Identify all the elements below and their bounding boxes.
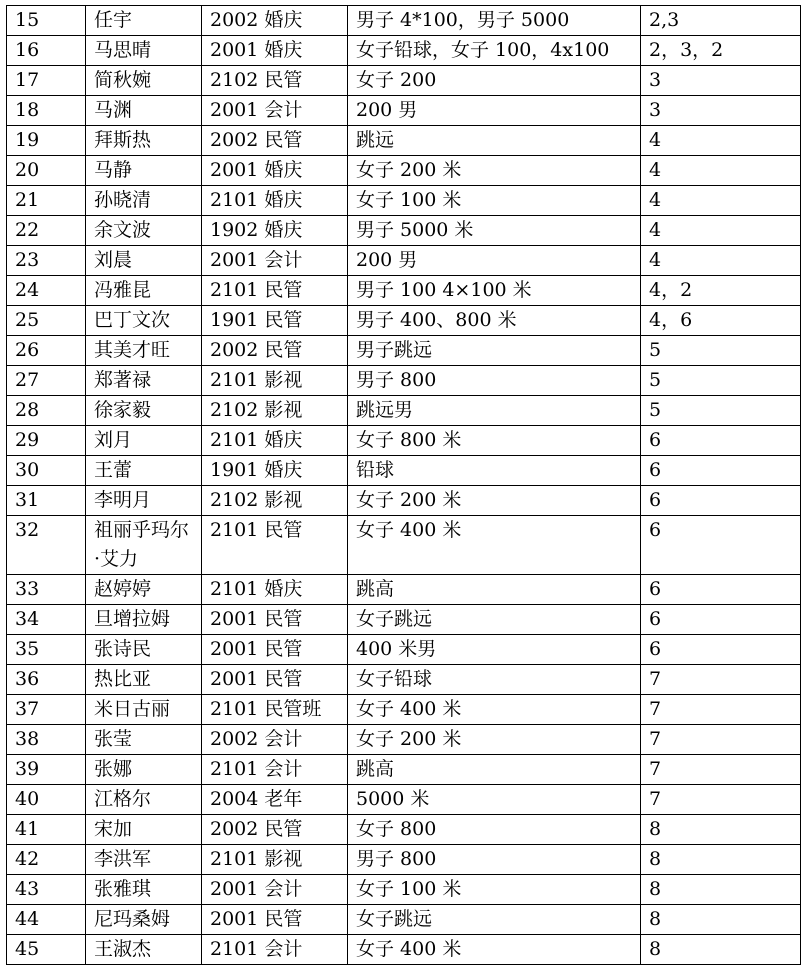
name-cell: 刘晨: [86, 246, 202, 276]
group-cell: 6: [641, 575, 801, 605]
table-row: [7, 785, 801, 815]
group-cell: 5: [641, 336, 801, 366]
row-number-cell: 22: [7, 216, 86, 246]
table-row: [7, 695, 801, 725]
row-number-cell: 29: [7, 426, 86, 456]
group-cell: 4，2: [641, 276, 801, 306]
name-cell: 王淑杰: [86, 935, 202, 965]
class-cell: 1901 民管: [202, 306, 348, 336]
name-cell: 孙晓清: [86, 186, 202, 216]
row-number-cell: 26: [7, 336, 86, 366]
event-cell: 女子 200 米: [348, 156, 641, 186]
table-row: [7, 36, 801, 66]
row-number-cell: 20: [7, 156, 86, 186]
name-cell: 张莹: [86, 725, 202, 755]
event-cell: 跳远: [348, 126, 641, 156]
table-body: [7, 6, 801, 965]
event-cell: 女子跳远: [348, 905, 641, 935]
name-cell: 简秋婉: [86, 66, 202, 96]
class-cell: 2004 老年: [202, 785, 348, 815]
group-cell: 4: [641, 126, 801, 156]
name-cell: 张诗民: [86, 635, 202, 665]
name-cell: 李洪军: [86, 845, 202, 875]
name-cell: 李明月: [86, 486, 202, 516]
group-cell: 7: [641, 755, 801, 785]
name-cell: 任宇: [86, 6, 202, 36]
event-cell: 200 男: [348, 246, 641, 276]
class-cell: 2102 影视: [202, 486, 348, 516]
row-number-cell: 24: [7, 276, 86, 306]
class-cell: 2001 婚庆: [202, 156, 348, 186]
group-cell: 4: [641, 156, 801, 186]
name-cell: 徐家毅: [86, 396, 202, 426]
name-cell: 刘月: [86, 426, 202, 456]
table-row: [7, 815, 801, 845]
table-row: [7, 845, 801, 875]
table-row: [7, 276, 801, 306]
class-cell: 2001 会计: [202, 96, 348, 126]
name-cell: 尼玛桑姆: [86, 905, 202, 935]
event-cell: 男子 400、800 米: [348, 306, 641, 336]
table-row: [7, 216, 801, 246]
table-row: [7, 905, 801, 935]
table-row: [7, 396, 801, 426]
table-row: [7, 456, 801, 486]
table-row: [7, 486, 801, 516]
table-row: [7, 66, 801, 96]
group-cell: 8: [641, 815, 801, 845]
class-cell: 2101 会计: [202, 755, 348, 785]
table-row: [7, 635, 801, 665]
name-cell: 余文波: [86, 216, 202, 246]
event-cell: 跳高: [348, 755, 641, 785]
class-cell: 2101 影视: [202, 845, 348, 875]
group-cell: 3: [641, 66, 801, 96]
class-cell: 2001 民管: [202, 665, 348, 695]
row-number-cell: 41: [7, 815, 86, 845]
row-number-cell: 31: [7, 486, 86, 516]
group-cell: 2,3: [641, 6, 801, 36]
class-cell: 2001 民管: [202, 905, 348, 935]
name-cell: 张雅琪: [86, 875, 202, 905]
event-cell: 女子 100 米: [348, 186, 641, 216]
event-cell: 铅球: [348, 456, 641, 486]
class-cell: 2101 婚庆: [202, 575, 348, 605]
name-cell: 马静: [86, 156, 202, 186]
table-row: [7, 366, 801, 396]
group-cell: 6: [641, 516, 801, 575]
group-cell: 6: [641, 426, 801, 456]
group-cell: 7: [641, 665, 801, 695]
table-row: [7, 575, 801, 605]
name-cell: 马渊: [86, 96, 202, 126]
group-cell: 8: [641, 875, 801, 905]
row-number-cell: 27: [7, 366, 86, 396]
row-number-cell: 32: [7, 516, 86, 575]
group-cell: 8: [641, 845, 801, 875]
class-cell: 2002 民管: [202, 815, 348, 845]
row-number-cell: 25: [7, 306, 86, 336]
event-cell: 女子 200: [348, 66, 641, 96]
table-row: [7, 755, 801, 785]
event-cell: 女子铅球: [348, 665, 641, 695]
event-cell: 男子 5000 米: [348, 216, 641, 246]
table-row: [7, 306, 801, 336]
row-number-cell: 21: [7, 186, 86, 216]
row-number-cell: 39: [7, 755, 86, 785]
group-cell: 2，3，2: [641, 36, 801, 66]
table-row: [7, 665, 801, 695]
row-number-cell: 37: [7, 695, 86, 725]
group-cell: 7: [641, 725, 801, 755]
table-row: [7, 246, 801, 276]
class-cell: 2002 会计: [202, 725, 348, 755]
name-cell: 宋加: [86, 815, 202, 845]
class-cell: 2001 会计: [202, 875, 348, 905]
row-number-cell: 15: [7, 6, 86, 36]
event-cell: 女子跳远: [348, 605, 641, 635]
event-cell: 5000 米: [348, 785, 641, 815]
group-cell: 3: [641, 96, 801, 126]
table-row: [7, 186, 801, 216]
name-cell: 冯雅昆: [86, 276, 202, 306]
event-cell: 400 米男: [348, 635, 641, 665]
table-row: [7, 516, 801, 575]
row-number-cell: 28: [7, 396, 86, 426]
row-number-cell: 40: [7, 785, 86, 815]
name-cell: 米日古丽: [86, 695, 202, 725]
table-row: [7, 336, 801, 366]
group-cell: 6: [641, 635, 801, 665]
class-cell: 2001 会计: [202, 246, 348, 276]
row-number-cell: 35: [7, 635, 86, 665]
event-cell: 男子 4*100，男子 5000: [348, 6, 641, 36]
row-number-cell: 43: [7, 875, 86, 905]
row-number-cell: 18: [7, 96, 86, 126]
group-cell: 5: [641, 396, 801, 426]
event-cell: 女子 800: [348, 815, 641, 845]
group-cell: 8: [641, 935, 801, 965]
class-cell: 2102 民管: [202, 66, 348, 96]
name-cell: 祖丽乎玛尔·艾力: [86, 516, 202, 575]
row-number-cell: 30: [7, 456, 86, 486]
class-cell: 2001 婚庆: [202, 36, 348, 66]
row-number-cell: 23: [7, 246, 86, 276]
group-cell: 8: [641, 905, 801, 935]
class-cell: 1902 婚庆: [202, 216, 348, 246]
name-cell: 赵婷婷: [86, 575, 202, 605]
table-row: [7, 96, 801, 126]
row-number-cell: 42: [7, 845, 86, 875]
event-cell: 女子 100 米: [348, 875, 641, 905]
name-cell: 张娜: [86, 755, 202, 785]
group-cell: 7: [641, 785, 801, 815]
class-cell: 1901 婚庆: [202, 456, 348, 486]
class-cell: 2101 婚庆: [202, 426, 348, 456]
class-cell: 2001 民管: [202, 605, 348, 635]
group-cell: 4: [641, 216, 801, 246]
class-cell: 2101 会计: [202, 935, 348, 965]
class-cell: 2002 民管: [202, 126, 348, 156]
table-row: [7, 725, 801, 755]
event-cell: 跳高: [348, 575, 641, 605]
name-cell: 王蕾: [86, 456, 202, 486]
name-cell: 热比亚: [86, 665, 202, 695]
group-cell: 6: [641, 486, 801, 516]
event-cell: 女子铅球，女子 100，4x100: [348, 36, 641, 66]
table-row: [7, 126, 801, 156]
event-cell: 男子 800: [348, 845, 641, 875]
class-cell: 2101 婚庆: [202, 186, 348, 216]
group-cell: 5: [641, 366, 801, 396]
row-number-cell: 38: [7, 725, 86, 755]
name-cell: 马思晴: [86, 36, 202, 66]
event-cell: 女子 400 米: [348, 935, 641, 965]
class-cell: 2101 民管: [202, 516, 348, 575]
row-number-cell: 44: [7, 905, 86, 935]
event-cell: 跳远男: [348, 396, 641, 426]
name-cell: 拜斯热: [86, 126, 202, 156]
name-cell: 江格尔: [86, 785, 202, 815]
event-cell: 200 男: [348, 96, 641, 126]
class-cell: 2001 民管: [202, 635, 348, 665]
event-cell: 女子 200 米: [348, 725, 641, 755]
row-number-cell: 45: [7, 935, 86, 965]
table-row: [7, 426, 801, 456]
table-row: [7, 156, 801, 186]
name-cell: 旦增拉姆: [86, 605, 202, 635]
class-cell: 2002 民管: [202, 336, 348, 366]
event-cell: 女子 400 米: [348, 516, 641, 575]
row-number-cell: 36: [7, 665, 86, 695]
group-cell: 6: [641, 456, 801, 486]
registration-table: [6, 5, 801, 965]
event-cell: 男子 100 4×100 米: [348, 276, 641, 306]
name-cell: 巴丁文次: [86, 306, 202, 336]
event-cell: 男子 800: [348, 366, 641, 396]
name-cell: 郑著禄: [86, 366, 202, 396]
class-cell: 2101 民管班: [202, 695, 348, 725]
class-cell: 2002 婚庆: [202, 6, 348, 36]
class-cell: 2101 民管: [202, 276, 348, 306]
event-cell: 女子 800 米: [348, 426, 641, 456]
table-row: [7, 6, 801, 36]
event-cell: 女子 200 米: [348, 486, 641, 516]
group-cell: 6: [641, 605, 801, 635]
row-number-cell: 17: [7, 66, 86, 96]
table-row: [7, 935, 801, 965]
event-cell: 男子跳远: [348, 336, 641, 366]
table-row: [7, 875, 801, 905]
row-number-cell: 19: [7, 126, 86, 156]
name-cell: 其美才旺: [86, 336, 202, 366]
group-cell: 4: [641, 186, 801, 216]
group-cell: 7: [641, 695, 801, 725]
row-number-cell: 34: [7, 605, 86, 635]
class-cell: 2101 影视: [202, 366, 348, 396]
class-cell: 2102 影视: [202, 396, 348, 426]
event-cell: 女子 400 米: [348, 695, 641, 725]
row-number-cell: 16: [7, 36, 86, 66]
group-cell: 4，6: [641, 306, 801, 336]
row-number-cell: 33: [7, 575, 86, 605]
group-cell: 4: [641, 246, 801, 276]
table-row: [7, 605, 801, 635]
